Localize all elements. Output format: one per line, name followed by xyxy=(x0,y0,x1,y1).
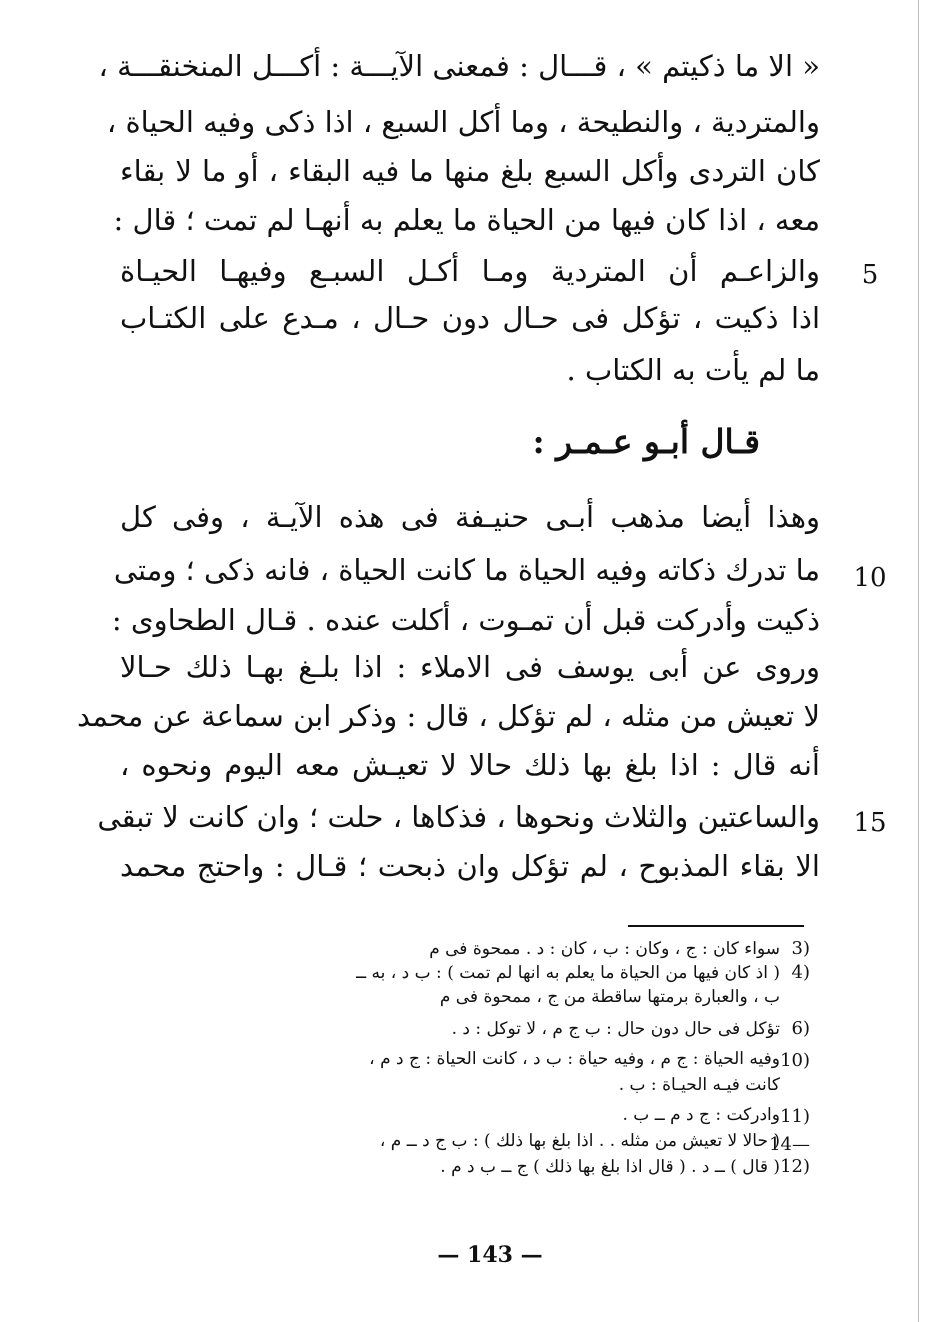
section-heading: قـال أبـو عـمـر : xyxy=(532,422,760,461)
page-number: — 143 — xyxy=(437,1242,543,1268)
footnote-text: ب ، والعبارة برمتها ساقطة من ج ، ممحوة فى م xyxy=(439,987,780,1007)
page-edge-line xyxy=(918,0,919,1322)
text-line: « الا ما ذكيتم » ، قـــال : فمعنى الآيـــة : أكـــل المنخنقـــة ، xyxy=(98,49,820,83)
footnote-number: 11) xyxy=(780,1106,810,1127)
line-number: 5 xyxy=(861,260,879,290)
footnote-number: 14—12) xyxy=(769,1134,810,1177)
footnote-text: سواء كان : ج ، وكان : ب ، كان : د . ممحوة فى م xyxy=(429,939,780,959)
text-line: وروى عن أبى يوسف فى الاملاء : اذا بلـغ بهـا ذلك حـالا xyxy=(120,650,820,684)
text-line: والمتردية ، والنطيحة ، وما أكل السبع ، اذا ذكى وفيه الحياة ، xyxy=(106,105,820,139)
text-line: معه ، اذا كان فيها من الحياة ما يعلم به أنهـا لم تمت ؛ قال : xyxy=(113,203,820,237)
footnote-text: كانت فيـه الحيـاة : ب . xyxy=(618,1075,780,1095)
text-line: اذا ذكيت ، تؤكل فى حـال دون حـال ، مـدع على الكتـاب xyxy=(120,301,820,335)
text-line: كان التردى وأكل السبع بلغ منها ما فيه البقاء ، أو ما لا بقاء xyxy=(120,154,820,188)
footnote-divider xyxy=(628,925,804,927)
footnote-number: 3) xyxy=(791,938,810,959)
text-line: وهذا أيضا مذهب أبـى حنيـفة فى هذه الآيـة ، وفى كل xyxy=(120,500,820,534)
line-number: 15 xyxy=(853,808,887,838)
text-line: لا تعيش من مثله ، لم تؤكل ، قال : وذكر ابن سماعة عن محمد xyxy=(77,699,820,733)
text-line: والساعتين والثلاث ونحوها ، فذكاها ، حلت ؛ وان كانت لا تبقى xyxy=(97,800,820,834)
text-line: ذكيت وأدركت قبل أن تمـوت ، أكلت عنده . قـال الطحاوى : xyxy=(111,603,820,637)
footnote-text: تؤكل فى حال دون حال : ب ج م ، لا توكل : د . xyxy=(451,1019,780,1039)
line-number: 10 xyxy=(853,563,887,593)
footnote-text: ( قال ) ــ د . ( قال اذا بلغ بها ذلك ) ج ــ ب د م . xyxy=(440,1157,780,1177)
footnote-text: ( حالا لا تعيش من مثله . . اذا بلغ بها ذلك ) : ب ج د ــ م ، xyxy=(379,1131,780,1151)
footnote-number: 6) xyxy=(791,1018,810,1039)
footnote-text: وفيه الحياة : ج م ، وفيه حياة : ب د ، كانت الحياة : ج د م ، xyxy=(369,1049,780,1069)
text-line: الا بقاء المذبوح ، لم تؤكل وان ذبحت ؛ قـال : واحتج محمد xyxy=(120,849,820,883)
footnote-number: 4) xyxy=(791,962,810,983)
text-line: ما لم يأت به الكتاب . xyxy=(566,353,820,387)
text-line: ما تدرك ذكاته وفيه الحياة ما كانت الحياة ، فانه ذكى ؛ ومتى xyxy=(113,553,820,587)
text-line: والزاعـم أن المتردية ومـا أكـل السبـع وفيهـا الحيـاة xyxy=(120,254,820,288)
footnote-number: 10) xyxy=(780,1050,810,1071)
text-line: أنه قال : اذا بلغ بها ذلك حالا لا تعيـش معه اليوم ونحوه ، xyxy=(120,748,820,782)
footnote-text: وادركت : ج د م ــ ب . xyxy=(622,1105,780,1125)
footnote-text: ( اذ كان فيها من الحياة ما يعلم به انها لم تمت ) : ب د ، به ــ xyxy=(356,963,780,983)
